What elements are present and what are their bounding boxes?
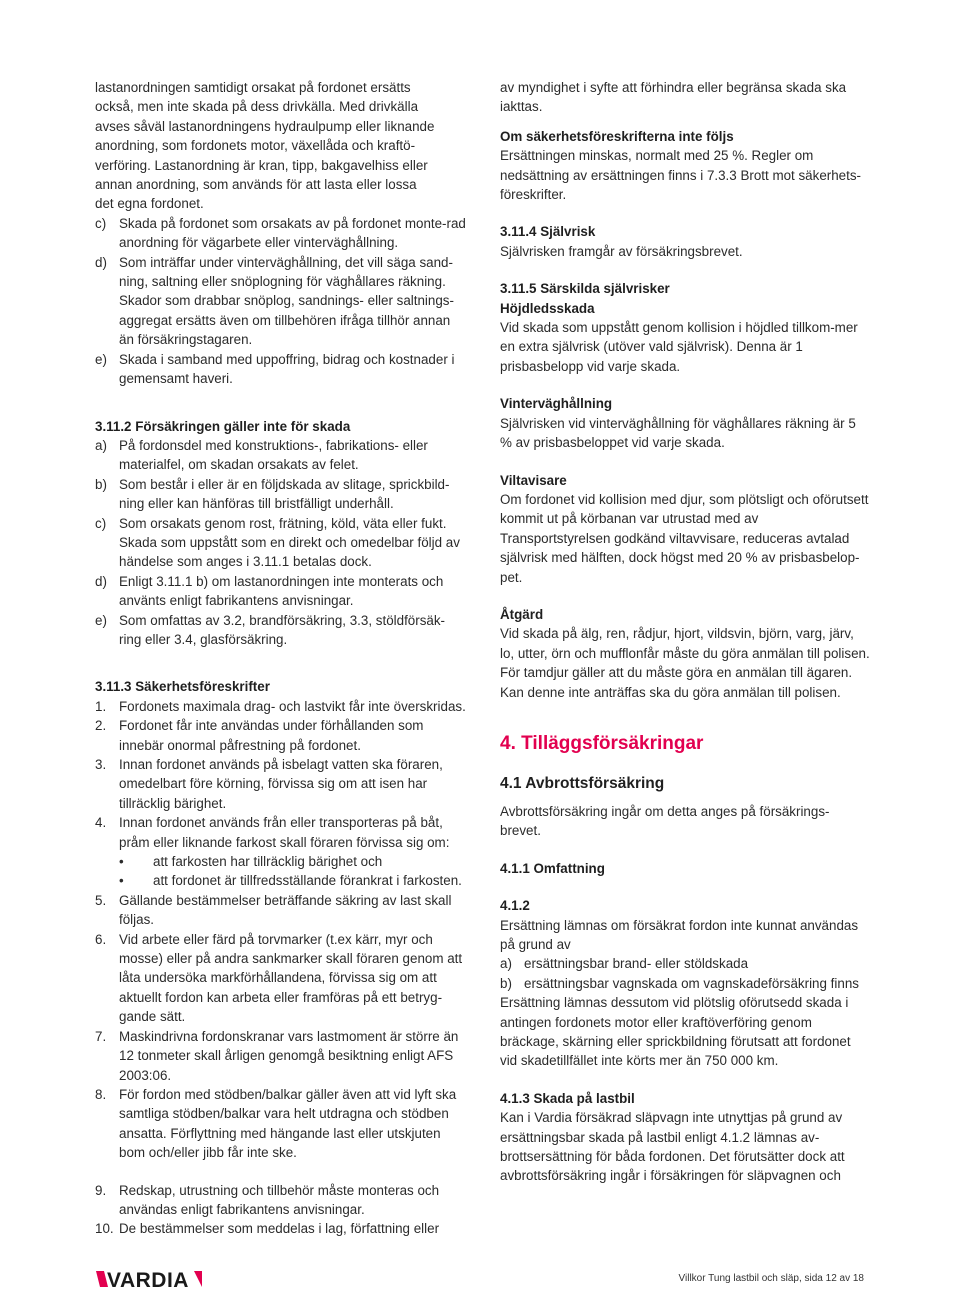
wildlife-heading: Viltavisare [500, 472, 567, 488]
list-item [95, 611, 467, 650]
list-item-text: Redskap, utrustning och tillbehör måste monteras och användas enligt fabrikantens anvisningar. [119, 1182, 440, 1217]
bullet-text: att fordonet är tillfredsställande förankrat i farkosten. [153, 873, 462, 889]
section-3-11-4-heading: 3.11.4 Självrisk [500, 224, 596, 240]
list-item [95, 572, 467, 611]
height-damage-heading: Höjdledsskada [500, 300, 595, 316]
list-item-text: Som orsakats genom rost, frätning, köld, väta eller fukt. Skada som uppstått som en direkt och omedelbar följd av händelse som anges i 3.11.1 betalas dock. [119, 515, 460, 570]
list-item [500, 974, 870, 993]
intro-line: också, men inte skada på dess drivkälla. Med drivkälla [95, 99, 419, 115]
bullet-item [95, 871, 467, 890]
list-item [95, 813, 467, 852]
list-c-e [95, 214, 467, 389]
section-4-1-3-text: Kan i Vardia försäkrad släpvagn inte utnyttjas på grund av ersättningsbar skada på lastbil enligt 4.1.2 lämnas av-brottsersättning för båda fordonen. Det förutsätter dock att avbrottsförsäkring ingår i försäkringen för släpvagnen och [500, 1110, 845, 1184]
bullet-item [95, 852, 467, 871]
list-item [95, 350, 467, 389]
right-intro: av myndighet i syfte att förhindra eller begränsa skada ska iakttas. [500, 80, 847, 115]
list-item-label: d) [95, 254, 107, 270]
section-4-1-heading: 4.1 Avbrottsförsäkring [500, 774, 665, 792]
list-item [95, 697, 467, 716]
list-item-text: Innan fordonet används på isbelagt vatten ska föraren, omedelbart före körning, förvissa sig om att isen har tillräcklig bärighet. [119, 757, 443, 811]
intro-line: annan anordning, som används för att lasta eller lossa [95, 177, 417, 193]
list-item [95, 253, 467, 350]
section-4-1-2-text2: Ersättning lämnas dessutom vid plötslig oförutsedd skada i antingen fordonets motor eller kraftöverföring genom bräckage, skärning eller sprickbildning förutsatt att fordonet vid skadetillfället inte körts mer än 750 000 km. [500, 995, 851, 1069]
list-item-label: 8. [95, 1086, 107, 1102]
intro-paragraph [95, 78, 467, 214]
list-item-label: 9. [95, 1182, 107, 1198]
action-text: Vid skada på älg, ren, rådjur, hjort, vildsvin, björn, varg, järv, lo, utter, örn och mufflonfår måste du göra anmälan till polisen. För tamdjur gäller att du måste göra en anmälan till ägaren. Kan denne inte anträffas ska du göra anmälan till polisen. [500, 626, 870, 700]
list-item [95, 755, 467, 813]
list-item [500, 954, 870, 973]
wildlife-text: Om fordonet vid kollision med djur, som plötsligt och oförutsett kommit ut på körbanan var utrustad med av Transportstyrelsen godkänd viltavvisare, reduceras avtalad självrisk med hälften, dock högst med 20 % av prisbasbelop-pet. [500, 491, 869, 585]
list-item-label: 5. [95, 892, 107, 908]
bullet-dot: • [119, 873, 124, 889]
logo-text: VARDIA [107, 1269, 189, 1292]
list-item-label: 1. [95, 698, 107, 714]
height-damage-text: Vid skada som uppstått genom kollision i höjdled tillkom-mer en extra självrisk (utöver vald självrisk). Denna är 1 prisbasbelopp vid varje skada. [500, 320, 858, 374]
list-item-text: Gällande bestämmelser beträffande säkring av last skall följas. [119, 892, 452, 928]
section-3-11-5-heading: 3.11.5 Särskilda självrisker [500, 281, 670, 297]
intro-line: avses såväl lastanordningens hydraulpump eller liknande [95, 118, 435, 134]
list-item-label: c) [95, 515, 107, 531]
list-item [95, 1085, 467, 1163]
list-item-text: De bestämmelser som meddelas i lag, författning eller [119, 1221, 440, 1237]
section-4-1-1-heading: 4.1.1 Omfattning [500, 860, 605, 876]
list-item [95, 891, 467, 930]
list-item-text: Som inträffar under vinterväghållning, det vill säga sand-ning, saltning eller snöplogning för väghållares räkning. Skador som drabbar snöplog, sandnings- eller saltnings-aggregat ersätts även om tillbehören ifråga tillhör annan än försäkringstagaren. [119, 254, 454, 348]
list-item [95, 1219, 467, 1238]
winter-heading: Vinterväghållning [500, 396, 613, 412]
list-item-label: e) [95, 612, 107, 628]
left-column [95, 78, 467, 1239]
list-item-label: 2. [95, 718, 107, 734]
page-footer-text: Villkor Tung lastbil och släp, sida 12 av 18 [678, 1273, 864, 1284]
list-item [95, 716, 467, 755]
list-item [95, 1181, 467, 1220]
list-a-e [95, 436, 467, 649]
section-3-11-4-text: Självrisken framgår av försäkringsbrevet. [500, 243, 743, 259]
list-item-label: d) [95, 573, 107, 589]
list-item-text: Enligt 3.11.1 b) om lastanordningen inte monterats och använts enligt fabrikantens anvisningar. [119, 573, 444, 609]
intro-line: lastanordningen samtidigt orsakat på fordonet ersätts [95, 80, 411, 95]
bullet-text: att farkosten har tillräcklig bärighet och [153, 854, 383, 870]
list-item [95, 930, 467, 1027]
list-item-text: Fordonets maximala drag- och lastvikt får inte överskridas. [119, 698, 466, 714]
list-item-text: Vid arbete eller färd på torvmarker (t.ex kärr, myr och mosse) eller på andra sankmarker skall föraren genom att låta undersöka markförhållandena, förvissa sig om att aktuellt fordon kan arbeta eller framföras på ett betryg-gande sätt. [119, 931, 463, 1025]
bullet-dot: • [119, 854, 124, 870]
safety-text: Ersättningen minskas, normalt med 25 %. Regler om nedsättning av ersättningen finns i 7.3.3 Brott mot säkerhets-föreskrifter. [500, 148, 862, 203]
intro-line: det egna fordonet. [95, 196, 204, 212]
list-item-label: b) [95, 476, 107, 492]
list-item-text: ersättningsbar vagnskada om vagnskadeförsäkring finns [524, 975, 859, 991]
list-item-text: Skada i samband med uppoffring, bidrag och kostnader i gemensamt haveri. [119, 351, 455, 387]
winter-text: Självrisken vid vinterväghållning för väghållares räkning är 5 % av prisbasbeloppet vid varje skada. [500, 415, 856, 451]
list-item-text: På fordonsdel med konstruktions-, fabrikations- eller materialfel, om skadan orsakats av felet. [119, 437, 428, 473]
right-column [500, 78, 870, 1186]
section-4-1-2-heading: 4.1.2 [500, 898, 530, 914]
list-item-text: Innan fordonet används från eller transporteras på båt, pråm eller liknande farkost skall föraren förvissa sig om: [119, 815, 450, 850]
list-item-label: a) [95, 437, 107, 453]
list-item [95, 1027, 467, 1085]
intro-line: anordning, som fordonets motor, växellåda och kraftö- [95, 138, 416, 154]
list-item-text: För fordon med stödben/balkar gäller även att vid lyft ska samtliga stödben/balkar vara helt utdragna och stödben ansatta. Förflyttning med hängande last eller utskjuten bom och/eller jibb får inte ske. [119, 1086, 457, 1161]
list-item-text: ersättningsbar brand- eller stöldskada [524, 956, 749, 972]
list-item-text: Fordonet får inte användas under förhållanden som innebär onormal påfrestning på fordonet. [119, 718, 424, 753]
logo-mark-right [194, 1271, 202, 1287]
list-item-text: Som omfattas av 3.2, brandförsäkring, 3.3, stöldförsäk-ring eller 3.4, glasförsäkring. [119, 612, 445, 647]
section-4-1-2-list [500, 954, 870, 993]
section-3-11-2-heading: 3.11.2 Försäkringen gäller inte för skada [95, 418, 351, 434]
section-3-11-3-heading: 3.11.3 Säkerhetsföreskrifter [95, 679, 270, 695]
bullet-list [95, 852, 467, 891]
list-item-label: 10. [95, 1221, 114, 1237]
action-heading: Åtgärd [500, 606, 544, 622]
list-item [95, 214, 467, 253]
section-4-1-3-heading: 4.1.3 Skada på lastbil [500, 1090, 635, 1106]
list-item-label: 6. [95, 931, 107, 947]
list-item-label: e) [95, 351, 107, 367]
list-item-label: 3. [95, 757, 107, 772]
numbered-list-9-10 [95, 1181, 467, 1239]
list-item-text: Skada på fordonet som orsakats av på fordonet monte-rad anordning för vägarbete eller vinterväghållning. [119, 215, 466, 251]
list-item-label: c) [95, 215, 107, 231]
list-item-text: Som består i eller är en följdskada av slitage, sprickbild-ning eller kan hänföras till bristfälligt underhåll. [119, 476, 450, 512]
intro-line: verföring. Lastanordning är kran, tipp, bakgavelhiss eller [95, 157, 428, 173]
list-item-text: Maskindrivna fordonskranar vars lastmoment är större än 12 tonmeter skall årligen genomgå besiktning enligt AFS 2003:06. [119, 1028, 459, 1083]
list-item-label: 4. [95, 815, 107, 831]
vardia-logo [96, 1266, 206, 1292]
list-item [95, 436, 467, 475]
list-item-label: 7. [95, 1028, 107, 1044]
safety-heading: Om säkerhetsföreskrifterna inte följs [500, 128, 734, 144]
list-item-label: b) [500, 975, 512, 991]
list-item-label: a) [500, 956, 512, 972]
list-item [95, 475, 467, 514]
list-item [95, 514, 467, 572]
section-4-heading: 4. Tilläggsförsäkringar [500, 732, 704, 754]
section-4-1-2-text: Ersättning lämnas om försäkrat fordon inte kunnat användas på grund av [500, 917, 859, 952]
section-4-1-text: Avbrottsförsäkring ingår om detta anges på försäkrings-brevet. [500, 803, 830, 839]
numbered-list-5-8 [95, 891, 467, 1163]
numbered-list-1-4 [95, 697, 467, 852]
